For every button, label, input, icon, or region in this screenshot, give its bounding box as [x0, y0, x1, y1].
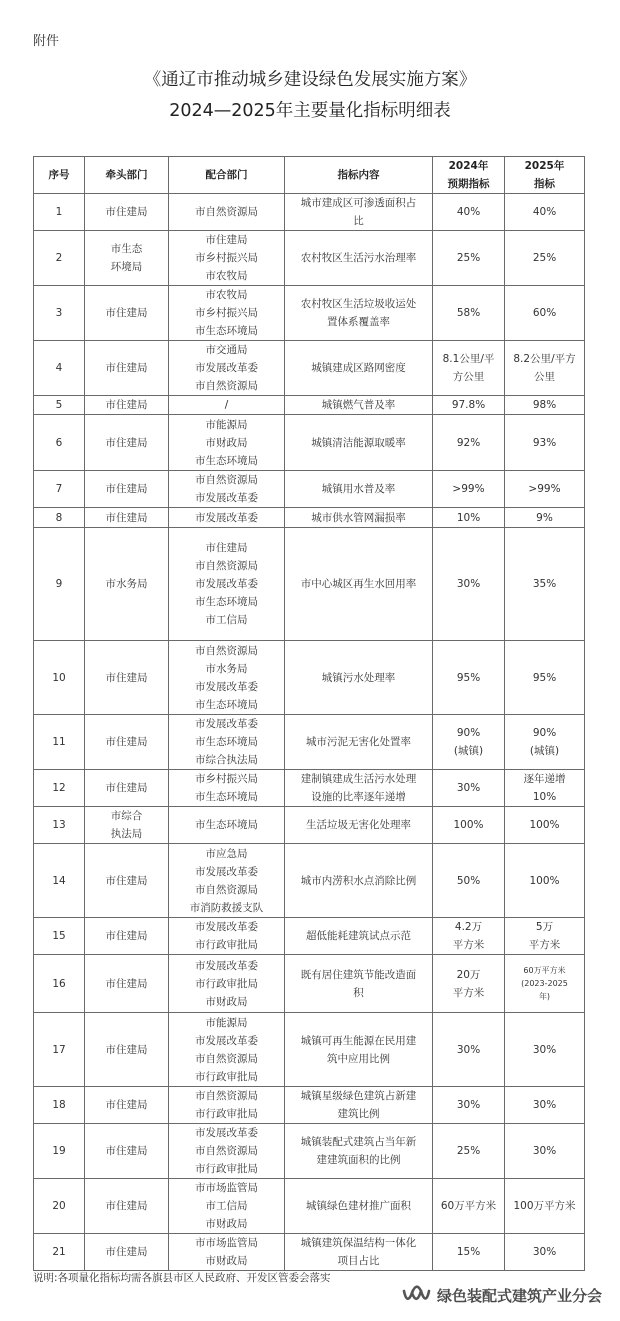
cell-indicator-content: 超低能耗建筑试点示范 [285, 918, 433, 955]
cell-coop-department: 市农牧局 市乡村振兴局 市生态环境局 [169, 286, 285, 341]
cell-no: 13 [34, 807, 85, 844]
watermark-text: 绿色装配式建筑产业分会 [437, 1286, 603, 1305]
document-title-line2: 2024—2025年主要量化指标明细表 [169, 101, 451, 121]
cell-indicator-content: 建制镇建成生活污水处理 设施的比率逐年递增 [285, 770, 433, 807]
cell-2024-target: 25% [433, 231, 505, 286]
cell-indicator-content: 城镇污水处理率 [285, 641, 433, 715]
header-indicator-content: 指标内容 [285, 157, 433, 194]
cell-coop-department: 市自然资源局 市发展改革委 [169, 471, 285, 508]
cell-coop-department: 市发展改革委 市生态环境局 市综合执法局 [169, 715, 285, 770]
table-row [34, 715, 585, 770]
cell-2025-target: >99% [505, 471, 585, 508]
cell-indicator-content: 城镇星级绿色建筑占新建 建筑比例 [285, 1087, 433, 1124]
table-row [34, 231, 585, 286]
cell-coop-department: 市市场监管局 市工信局 市财政局 [169, 1179, 285, 1234]
table-row [34, 1234, 585, 1271]
cell-no: 12 [34, 770, 85, 807]
cell-2025-target: 8.2公里/平方 公里 [505, 341, 585, 396]
cell-2025-target: 93% [505, 415, 585, 471]
cell-indicator-content: 既有居住建筑节能改造面 积 [285, 955, 433, 1013]
table-row [34, 641, 585, 715]
cell-2024-target: 20万 平方米 [433, 955, 505, 1013]
table-row [34, 844, 585, 918]
cell-indicator-content: 城市污泥无害化处置率 [285, 715, 433, 770]
cell-indicator-content: 农村牧区生活污水治理率 [285, 231, 433, 286]
cell-2025-target: 35% [505, 528, 585, 641]
cell-no: 6 [34, 415, 85, 471]
cell-indicator-content: 城市供水管网漏损率 [285, 508, 433, 528]
table-row [34, 1087, 585, 1124]
cell-2024-target: 25% [433, 1124, 505, 1179]
cell-2024-target: 30% [433, 1013, 505, 1087]
cell-2025-target: 98% [505, 396, 585, 415]
cell-2024-target: 10% [433, 508, 505, 528]
table-row [34, 807, 585, 844]
cell-lead-department: 市住建局 [85, 770, 169, 807]
cell-lead-department: 市住建局 [85, 415, 169, 471]
cell-2025-target: 30% [505, 1234, 585, 1271]
cell-no: 7 [34, 471, 85, 508]
cell-lead-department: 市住建局 [85, 508, 169, 528]
cell-lead-department: 市住建局 [85, 641, 169, 715]
cell-coop-department: 市自然资源局 [169, 194, 285, 231]
header-no: 序号 [34, 157, 85, 194]
cell-coop-department: 市能源局 市发展改革委 市自然资源局 市行政审批局 [169, 1013, 285, 1087]
cell-coop-department: 市发展改革委 市行政审批局 市财政局 [169, 955, 285, 1013]
cell-no: 14 [34, 844, 85, 918]
cell-indicator-content: 生活垃圾无害化处理率 [285, 807, 433, 844]
cell-no: 15 [34, 918, 85, 955]
cell-indicator-content: 城镇用水普及率 [285, 471, 433, 508]
cell-no: 17 [34, 1013, 85, 1087]
cell-coop-department: 市应急局 市发展改革委 市自然资源局 市消防救援支队 [169, 844, 285, 918]
table-row [34, 1179, 585, 1234]
attachment-label: 附件 [33, 34, 60, 49]
cell-indicator-content: 城镇绿色建材推广面积 [285, 1179, 433, 1234]
cell-lead-department: 市生态 环境局 [85, 231, 169, 286]
wechat-channel-icon [401, 1283, 431, 1307]
table-row [34, 918, 585, 955]
cell-no: 21 [34, 1234, 85, 1271]
cell-2025-target: 60万平方米 (2023-2025 年) [505, 955, 585, 1013]
cell-coop-department: 市发展改革委 [169, 508, 285, 528]
cell-2024-target: 60万平方米 [433, 1179, 505, 1234]
footnote: 说明:各项量化指标均需各旗县市区人民政府、开发区管委会落实 [33, 1272, 331, 1284]
table-header-row [34, 157, 585, 194]
cell-2025-target: 逐年递增 10% [505, 770, 585, 807]
cell-lead-department: 市住建局 [85, 844, 169, 918]
cell-2024-target: 92% [433, 415, 505, 471]
cell-no: 16 [34, 955, 85, 1013]
cell-no: 2 [34, 231, 85, 286]
cell-lead-department: 市住建局 [85, 1124, 169, 1179]
cell-coop-department: 市交通局 市发展改革委 市自然资源局 [169, 341, 285, 396]
cell-lead-department: 市住建局 [85, 1013, 169, 1087]
table-row [34, 471, 585, 508]
cell-2024-target: 90% (城镇) [433, 715, 505, 770]
table-row [34, 194, 585, 231]
header-2025-target: 2025年 指标 [505, 157, 585, 194]
cell-coop-department: 市发展改革委 市自然资源局 市行政审批局 [169, 1124, 285, 1179]
cell-no: 9 [34, 528, 85, 641]
cell-no: 10 [34, 641, 85, 715]
cell-2025-target: 40% [505, 194, 585, 231]
table-row [34, 286, 585, 341]
cell-2024-target: 58% [433, 286, 505, 341]
cell-2024-target: 95% [433, 641, 505, 715]
cell-2024-target: 97.8% [433, 396, 505, 415]
cell-no: 1 [34, 194, 85, 231]
cell-2024-target: 30% [433, 770, 505, 807]
cell-indicator-content: 市中心城区再生水回用率 [285, 528, 433, 641]
cell-lead-department: 市住建局 [85, 918, 169, 955]
cell-2024-target: 8.1公里/平 方公里 [433, 341, 505, 396]
cell-indicator-content: 城镇装配式建筑占当年新 建建筑面积的比例 [285, 1124, 433, 1179]
cell-2024-target: 15% [433, 1234, 505, 1271]
table-row [34, 1013, 585, 1087]
cell-2025-target: 90% (城镇) [505, 715, 585, 770]
document-title-line1: 《通辽市推动城乡建设绿色发展实施方案》 [143, 70, 477, 90]
cell-indicator-content: 城镇可再生能源在民用建 筑中应用比例 [285, 1013, 433, 1087]
cell-indicator-content: 城镇建筑保温结构一体化 项目占比 [285, 1234, 433, 1271]
cell-no: 18 [34, 1087, 85, 1124]
cell-no: 11 [34, 715, 85, 770]
cell-2025-target: 100万平方米 [505, 1179, 585, 1234]
table-row [34, 1124, 585, 1179]
cell-coop-department: 市自然资源局 市行政审批局 [169, 1087, 285, 1124]
cell-coop-department: 市住建局 市自然资源局 市发展改革委 市生态环境局 市工信局 [169, 528, 285, 641]
cell-lead-department: 市水务局 [85, 528, 169, 641]
cell-indicator-content: 城市建成区可渗透面积占 比 [285, 194, 433, 231]
cell-2024-target: 50% [433, 844, 505, 918]
cell-coop-department: 市自然资源局 市水务局 市发展改革委 市生态环境局 [169, 641, 285, 715]
cell-lead-department: 市综合 执法局 [85, 807, 169, 844]
header-2024-target: 2024年 预期指标 [433, 157, 505, 194]
cell-coop-department: 市能源局 市财政局 市生态环境局 [169, 415, 285, 471]
cell-lead-department: 市住建局 [85, 194, 169, 231]
cell-indicator-content: 城镇建成区路网密度 [285, 341, 433, 396]
cell-coop-department: 市发展改革委 市行政审批局 [169, 918, 285, 955]
cell-lead-department: 市住建局 [85, 715, 169, 770]
table-row [34, 955, 585, 1013]
cell-2025-target: 95% [505, 641, 585, 715]
cell-2024-target: 30% [433, 1087, 505, 1124]
cell-2025-target: 100% [505, 807, 585, 844]
cell-lead-department: 市住建局 [85, 286, 169, 341]
indicator-table [33, 156, 585, 1271]
cell-indicator-content: 城市内涝积水点消除比例 [285, 844, 433, 918]
cell-no: 5 [34, 396, 85, 415]
cell-coop-department: 市乡村振兴局 市生态环境局 [169, 770, 285, 807]
cell-lead-department: 市住建局 [85, 471, 169, 508]
cell-2024-target: >99% [433, 471, 505, 508]
cell-2025-target: 100% [505, 844, 585, 918]
header-lead-department: 牵头部门 [85, 157, 169, 194]
cell-no: 19 [34, 1124, 85, 1179]
cell-no: 20 [34, 1179, 85, 1234]
cell-coop-department: 市生态环境局 [169, 807, 285, 844]
cell-lead-department: 市住建局 [85, 341, 169, 396]
table-row [34, 508, 585, 528]
cell-coop-department: 市市场监管局 市财政局 [169, 1234, 285, 1271]
cell-2025-target: 25% [505, 231, 585, 286]
table-row [34, 770, 585, 807]
cell-2025-target: 60% [505, 286, 585, 341]
cell-indicator-content: 城镇燃气普及率 [285, 396, 433, 415]
table-row [34, 528, 585, 641]
cell-2025-target: 5万 平方米 [505, 918, 585, 955]
cell-2024-target: 100% [433, 807, 505, 844]
cell-lead-department: 市住建局 [85, 955, 169, 1013]
cell-2025-target: 9% [505, 508, 585, 528]
cell-lead-department: 市住建局 [85, 1087, 169, 1124]
cell-2024-target: 4.2万 平方米 [433, 918, 505, 955]
table-row [34, 396, 585, 415]
table-row [34, 415, 585, 471]
table-row [34, 341, 585, 396]
watermark [401, 1283, 602, 1307]
cell-2025-target: 30% [505, 1013, 585, 1087]
cell-2025-target: 30% [505, 1124, 585, 1179]
cell-indicator-content: 农村牧区生活垃圾收运处 置体系覆盖率 [285, 286, 433, 341]
cell-coop-department: / [169, 396, 285, 415]
cell-2024-target: 40% [433, 194, 505, 231]
cell-no: 3 [34, 286, 85, 341]
cell-2025-target: 30% [505, 1087, 585, 1124]
cell-2024-target: 30% [433, 528, 505, 641]
cell-lead-department: 市住建局 [85, 1179, 169, 1234]
cell-lead-department: 市住建局 [85, 396, 169, 415]
cell-no: 8 [34, 508, 85, 528]
cell-coop-department: 市住建局 市乡村振兴局 市农牧局 [169, 231, 285, 286]
cell-lead-department: 市住建局 [85, 1234, 169, 1271]
header-coop-department: 配合部门 [169, 157, 285, 194]
cell-no: 4 [34, 341, 85, 396]
cell-indicator-content: 城镇清洁能源取暖率 [285, 415, 433, 471]
